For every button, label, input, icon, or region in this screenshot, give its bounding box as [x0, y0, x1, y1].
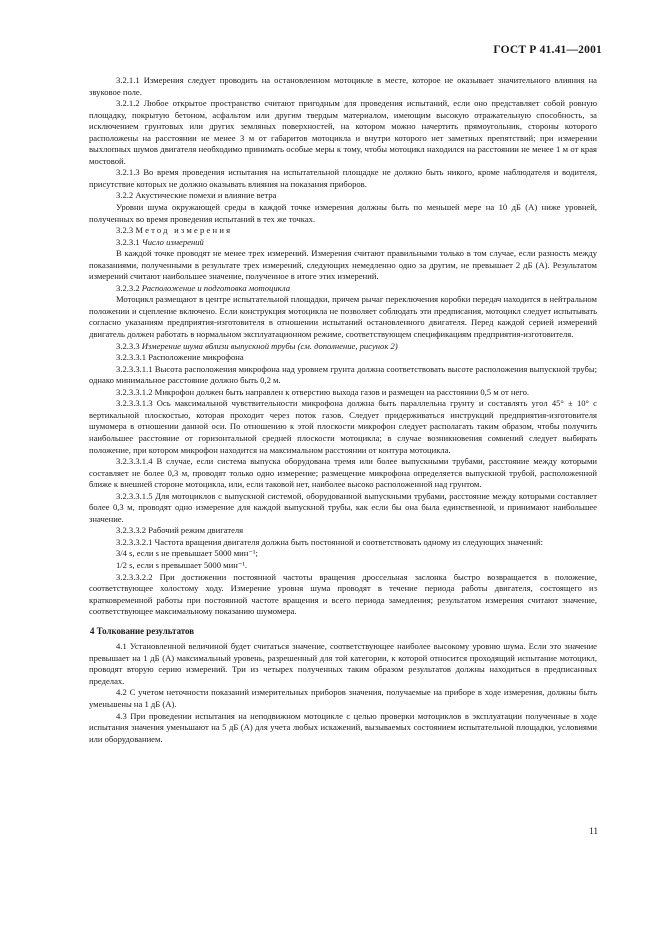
- paragraph-3-2-3-3-1-5: 3.2.3.3.1.5 Для мотоциклов с выпускной системой, оборудованной выпускными трубами, расстояние между которыми составляет более 0,3 м, проводят одно измерение для каждой выпускной трубы, как если бы она была единственной, и принимают наибольшее значение.: [89, 490, 597, 524]
- paragraph-3-2-3-3-2-2: 3.2.3.3.2.2 При достижении постоянной частоты вращения дроссельная заслонка быстро возвращается в положение, соответствующее холостому ходу. Измерение уровня шума проводят в течение периода работы двигателя, состоящего из кратковременной работы при постоянной частоте вращения и всего периода замедления; результатом измерения считают значение, соответствующее максимальному показанию шумомера.: [89, 571, 597, 617]
- paragraph-3-2-1-3: 3.2.1.3 Во время проведения испытания на испытательной площадке не должно быть никого, кроме наблюдателя и водителя, присутствие которых не должно оказывать влияния на показания приборов.: [89, 167, 597, 189]
- paragraph-3-2-3-3-2-1: 3.2.3.3.2.1 Частота вращения двигателя должна быть постоянной и соответствовать одному из следующих значений:: [116, 536, 543, 547]
- subheading-title: Метод измерения: [135, 225, 233, 236]
- paragraph-3-2-3-3-1-1: 3.2.3.3.1.1 Высота расположения микрофона над уровнем грунта должна соответствовать высоте расположения выпускной трубы; однако минимальное расстояние должно быть 0,2 м.: [89, 363, 597, 386]
- page-number: 11: [589, 827, 599, 837]
- section-4-title: 4 Толкование результатов: [90, 625, 195, 636]
- subheading-3-2-3-1: [89, 237, 597, 249]
- standard-header: ГОСТ Р 41.41—2001: [493, 44, 602, 56]
- paragraph-3-2-1-2: 3.2.1.2 Любое открытое пространство считают пригодным для проведения испытаний, если оно представляет собой ровную площадку, покрытую бетоном, асфальтом или другим твердым материалом, имеющим высокую отражательную способность, за исключением грунтовых или других земляных поверхностей, на котором можно начертить прямоугольник, стороны которого расположены на расстоянии не менее 3 м от габаритов мотоцикла и внутри которого нет заметных препятствий; при измерении выхлопных шумов двигателя необходимо принимать особые меры к тому, чтобы мотоцикл находился на расстоянии не менее 1 м от края мостовой.: [89, 98, 597, 166]
- subheading-3-2-3: [89, 225, 597, 237]
- subheading-3-2-3-3-1: 3.2.3.3.1 Расположение микрофона: [116, 352, 244, 363]
- paragraph-3-2-3-3-1-3: 3.2.3.3.1.3 Ось максимальной чувствительности микрофона должна быть параллельна грунту и составлять угол 45° ± 10° с вертикальной плоскостью, которая проходит через поток газов. Следует придерживаться инструкций предприятия-изготовителя шумомера в отношении данной оси. По отношению к этой плоскости микрофон следует располагать таким образом, чтобы получить наибольшее расстояние от горизонтальной средней плоскости мотоцикла; в случае возникновения сомнений следует выбирать положение, при котором микрофон находится на максимальном расстоянии от контура мотоцикла.: [89, 398, 597, 455]
- subheading-3-2-3-3: [89, 341, 597, 353]
- subheading-3-2-3-2: [89, 283, 597, 295]
- subheading-number: 3.2.3.2: [116, 282, 140, 293]
- subheading-3-2-2: 3.2.2 Акустические помехи и влияние ветра: [116, 190, 277, 201]
- paragraph-3-2-3-3-1-4: 3.2.3.3.1.4 В случае, если система выпуска оборудована тремя или более выпускными трубами, расстояние между которыми составляет не более 0,3 м, проводят только одно измерение; размещение микрофона определяется выпускной трубой, расположенной ближе к внешней стороне мотоцикла, или, если таковой нет, наиболее высоко расположенной над грунтом.: [89, 456, 597, 490]
- paragraph-measurements-count: В каждой точке проводят не менее трех измерений. Измерения считают правильными только в том случае, если разность между показаниями, полученными в результате трех измерений, следующих немедленно одно за другим, не превышает 2 дБ (А). Результатом измерений считают наибольшее значение, полученное в итоге этих измерений.: [89, 248, 597, 282]
- body-text: [89, 75, 597, 745]
- paragraph-ambient-noise: Уровни шума окружающей среды в каждой точке измерения должны быть по меньшей мере на 10 дБ (А) ниже уровней, полученных во время проведения испытаний в тех же точках.: [89, 202, 597, 224]
- subheading-number: 3.2.3.3: [116, 340, 140, 351]
- paragraph-4-2: 4.2 С учетом неточности показаний измерительных приборов значения, получаемые на приборе в ходе измерения, должны быть уменьшены на 1 дБ (А).: [89, 687, 597, 709]
- formula-line-2: 1/2 s, если s превышает 5000 мин⁻¹.: [116, 559, 248, 570]
- paragraph-3-2-1-1: 3.2.1.1 Измерения следует проводить на остановленном мотоцикле в месте, которое не оказывает значительного влияния на звуковое поле.: [89, 75, 597, 97]
- subheading-number: 3.2.3: [116, 225, 134, 236]
- paragraph-motorcycle-placement: Мотоцикл размещают в центре испытательной площадки, причем рычаг переключения коробки передач находится в нейтральном положении и сцепление включено. Если конструкция мотоцикла не позволяет соблюдать эти предписания, мотоцикл следует испытывать согласно указаниям предприятия-изготовителя в отношении испытаний остановленного двигателя. Перед каждой серией измерений двигатель должен работать в нормальном эксплуатационном режиме, соответствующем спецификациям предприятия-изготовителя.: [89, 294, 597, 340]
- formula-line-1: 3/4 s, если s не превышает 5000 мин⁻¹;: [116, 548, 258, 559]
- subheading-number: 3.2.3.1: [116, 236, 140, 247]
- subheading-3-2-3-3-2: 3.2.3.3.2 Рабочий режим двигателя: [116, 525, 244, 536]
- subheading-title: Измерение шума вблизи выпускной трубы (см. дополнение, рисунок 2): [141, 340, 398, 351]
- paragraph-4-3: 4.3 При проведении испытания на неподвижном мотоцикле с целью проверки мотоциклов в эксплуатации полученные в ходе испытания значения уменьшают на 5 дБ (А) для учета любых искажений, вызываемых состоянием испытательной площадки, условиями или оборудованием.: [89, 710, 597, 744]
- paragraph-4-1: 4.1 Установленной величиной будет считаться значение, соответствующее наиболее высокому уровню шума. Если это значение превышает на 1 дБ (А) максимальный уровень, разрешенный для той категории, к которой относится проходящий испытание мотоцикл, проводят вторую серию измерений. Три из четырех полученных таким образом результатов должны находиться в предписанных пределах.: [89, 641, 597, 686]
- subheading-title: Расположение и подготовка мотоцикла: [141, 282, 290, 293]
- paragraph-3-2-3-3-1-2: 3.2.3.3.1.2 Микрофон должен быть направлен к отверстию выхода газов и размещен на расстоянии 0,5 м от него.: [116, 386, 530, 397]
- subheading-title: Число измерений: [141, 236, 204, 247]
